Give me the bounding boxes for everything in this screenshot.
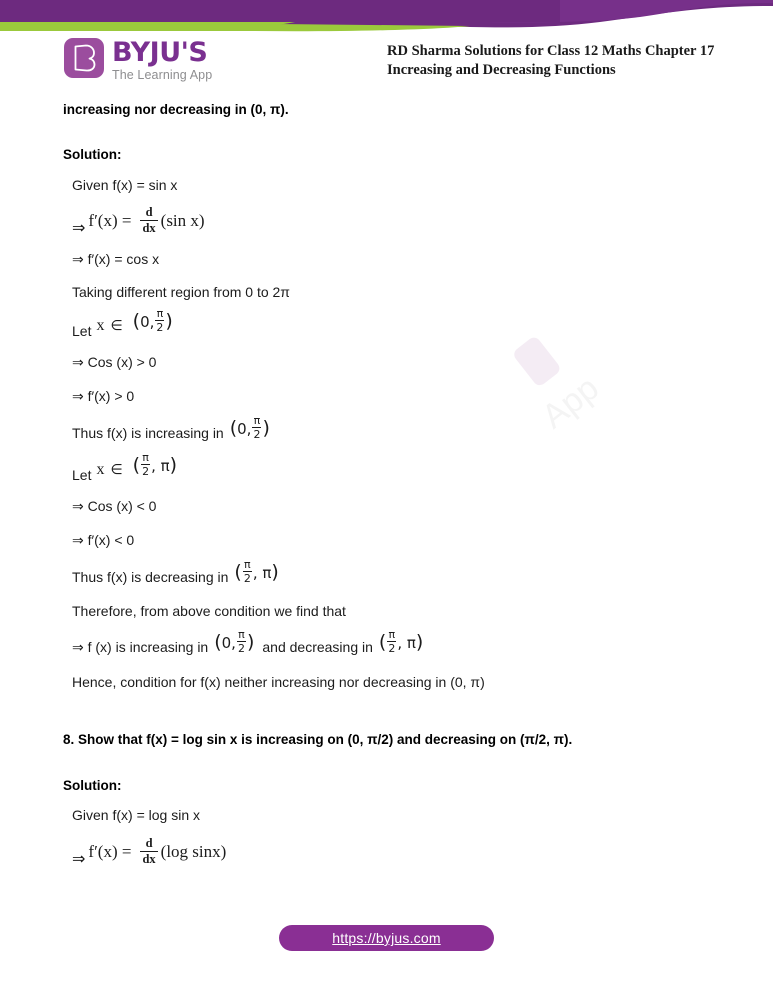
implies-arrow-icon-2: ⇒ xyxy=(72,849,86,868)
fraction-denominator: dx xyxy=(142,220,156,235)
given-function-text-2: Given f(x) = log sin x xyxy=(72,807,200,823)
interval-0-to-pi-over-2-b xyxy=(230,416,270,441)
pi-over-2-fraction-1 xyxy=(155,308,164,333)
byjus-logo-wordmark: BYJU'S xyxy=(112,37,208,68)
fprime-less-text: ⇒ f′(x) < 0 xyxy=(72,532,135,548)
given-function-text: Given f(x) = sin x xyxy=(72,177,178,193)
document-title-line-2: Increasing and Decreasing Functions xyxy=(387,62,616,78)
banner-green-solid xyxy=(0,21,250,31)
interval-right-bound-3: , π xyxy=(151,456,170,475)
interval-pi-over-2-to-pi xyxy=(133,453,177,478)
interval-close-paren-2: ) xyxy=(262,417,270,439)
cos-less-line xyxy=(0,496,773,516)
derivative-operator-fraction xyxy=(140,206,157,234)
region-statement-line xyxy=(0,282,773,302)
interval-close-paren-3: ) xyxy=(169,454,178,476)
interval-0-to-pi-over-2 xyxy=(133,309,173,334)
interval-close-paren-6: ) xyxy=(415,631,424,653)
final-conclusion-text: ⇒ f (x) is increasing in xyxy=(72,638,209,655)
document-title-line-1: RD Sharma Solutions for Class 12 Maths Chapter 17 xyxy=(387,43,715,59)
interval-close-paren-4: ) xyxy=(271,561,279,583)
fprime-less-line xyxy=(0,530,773,550)
and-decreasing-text: and decreasing in xyxy=(262,638,373,655)
let-interval-2-line xyxy=(0,451,773,483)
fprime-greater-text: ⇒ f′(x) > 0 xyxy=(72,388,135,404)
variable-x-1: x xyxy=(96,316,105,334)
interval-close-paren-1: ) xyxy=(165,310,173,332)
fraction-numerator-2: d xyxy=(145,836,153,850)
pi-over-2-fraction-3 xyxy=(141,452,150,477)
let-interval-1-line xyxy=(0,307,773,339)
element-of-icon-1: ∈ xyxy=(110,317,123,334)
region-statement-text: Taking different region from 0 to 2π xyxy=(72,284,290,300)
pi-numerator-4: π xyxy=(244,558,251,571)
interval-open-paren-2: ( xyxy=(229,417,238,439)
watermark-text: App xyxy=(534,368,606,436)
pi-numerator-5: π xyxy=(238,628,245,641)
interval-right-bound-4: , π xyxy=(252,563,272,582)
banner-purple-solid xyxy=(0,0,560,22)
pi-numerator-3: π xyxy=(142,451,149,464)
pi-over-2-fraction-5 xyxy=(237,629,246,654)
interval-open-paren-5: ( xyxy=(214,631,222,653)
two-denominator-4: 2 xyxy=(243,572,251,585)
therefore-line xyxy=(0,601,773,621)
two-denominator-6: 2 xyxy=(388,642,396,655)
thus-increasing-line xyxy=(0,414,773,445)
cos-less-text: ⇒ Cos (x) < 0 xyxy=(72,498,157,514)
two-denominator-5: 2 xyxy=(237,642,245,655)
byjus-logo-mark xyxy=(64,38,104,78)
final-conclusion-line xyxy=(0,628,773,659)
interval-right-bound-6: , π xyxy=(397,633,416,652)
implies-arrow-icon: ⇒ xyxy=(72,218,86,237)
document-content xyxy=(0,95,773,866)
page-header-banner xyxy=(0,0,773,34)
two-denominator-1: 2 xyxy=(156,321,164,334)
interval-left-bound-2: 0, xyxy=(237,419,252,438)
interval-open-paren-4: ( xyxy=(234,561,242,583)
hence-line xyxy=(0,672,773,692)
pi-numerator-6: π xyxy=(388,628,396,641)
byjus-logo xyxy=(64,38,212,83)
fprime-greater-line xyxy=(0,386,773,406)
two-denominator-2: 2 xyxy=(253,428,261,441)
document-title xyxy=(387,42,757,80)
byjus-logo-tagline: The Learning App xyxy=(112,68,213,82)
therefore-text: Therefore, from above condition we find that xyxy=(72,603,346,619)
pi-over-2-fraction-6 xyxy=(387,629,396,654)
derivative-lhs: f′(x) = xyxy=(88,211,132,230)
solution-label: Solution: xyxy=(63,147,122,162)
interval-left-bound-1: 0, xyxy=(140,312,155,331)
derivative-definition-line xyxy=(0,207,773,235)
byjus-url-button[interactable]: https://byjus.com xyxy=(279,925,494,951)
two-denominator-3: 2 xyxy=(142,465,150,478)
pi-over-2-fraction-4 xyxy=(243,559,252,584)
thus-decreasing-line xyxy=(0,558,773,589)
interval-left-bound-5: 0, xyxy=(221,633,236,652)
cos-greater-text: ⇒ Cos (x) > 0 xyxy=(72,354,157,370)
interval-pi-over-2-to-pi-c xyxy=(379,630,423,655)
given-function-line-2 xyxy=(0,805,773,825)
pi-numerator-2: π xyxy=(253,414,261,427)
thus-increasing-text: Thus f(x) is increasing in xyxy=(72,424,224,441)
letter-b-icon xyxy=(72,44,96,72)
pi-over-2-fraction-2 xyxy=(252,415,261,440)
derivative-argument: (sin x) xyxy=(160,211,205,230)
derivative-result-text: ⇒ f′(x) = cos x xyxy=(72,251,160,267)
interval-0-to-pi-over-2-c xyxy=(214,630,254,655)
variable-x-2: x xyxy=(96,460,105,478)
fraction-denominator-2: dx xyxy=(142,851,156,866)
interval-close-paren-5: ) xyxy=(246,631,255,653)
derivative-operator-fraction-2 xyxy=(140,837,157,865)
question-8-heading: 8. Show that f(x) = log sin x is increasing on (0, π/2) and decreasing on (π/2, π). xyxy=(63,732,573,747)
let-label-2: Let xyxy=(72,466,92,483)
pi-numerator-1: π xyxy=(156,307,164,320)
derivative-argument-2: (log sinx) xyxy=(160,842,227,861)
let-label-1: Let xyxy=(72,322,92,339)
solution-label-2: Solution: xyxy=(63,778,122,793)
derivative-lhs-2: f′(x) = xyxy=(88,842,132,861)
continuation-line: increasing nor decreasing in (0, π). xyxy=(63,102,289,117)
cos-greater-line xyxy=(0,352,773,372)
derivative-result-line xyxy=(0,249,773,269)
fraction-numerator: d xyxy=(145,205,153,219)
thus-decreasing-text: Thus f(x) is decreasing in xyxy=(72,568,229,585)
interval-open-paren-1: ( xyxy=(132,310,141,332)
interval-pi-over-2-to-pi-b xyxy=(234,560,278,585)
derivative-definition-line-2 xyxy=(0,838,773,866)
interval-open-paren-6: ( xyxy=(378,631,387,653)
element-of-icon-2: ∈ xyxy=(110,461,123,478)
hence-text: Hence, condition for f(x) neither increasing nor decreasing in (0, π) xyxy=(72,674,485,690)
interval-open-paren-3: ( xyxy=(132,454,141,476)
given-function-line xyxy=(0,175,773,195)
